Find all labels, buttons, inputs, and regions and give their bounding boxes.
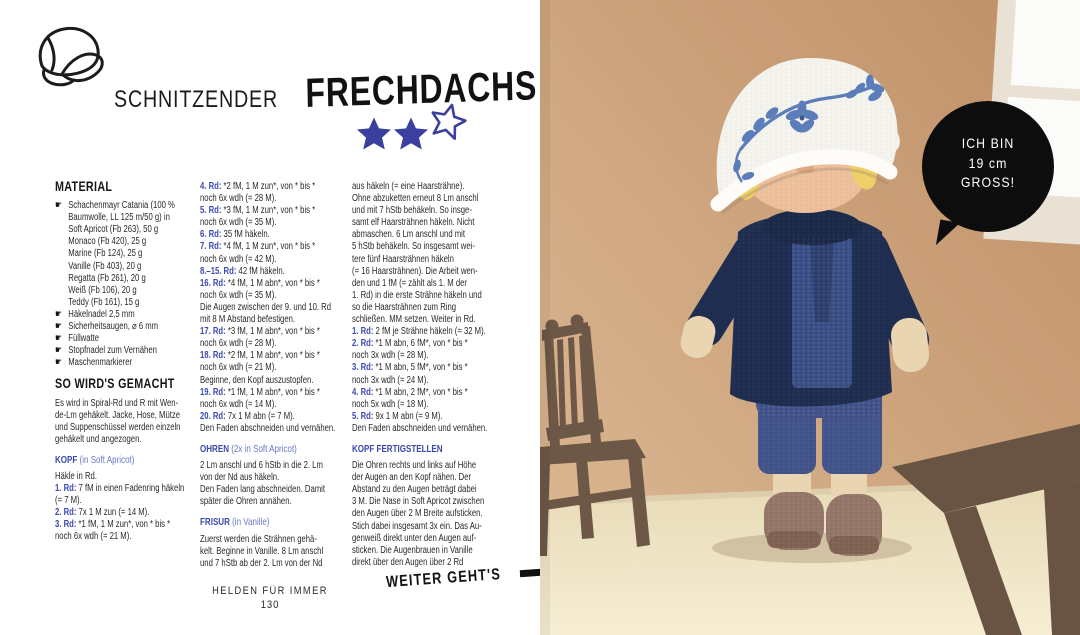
instruction-line: den und 1 fM (= zählt als 1. M der xyxy=(352,277,467,289)
instruction-line: sticken. Die Augenbrauen in Vanille xyxy=(352,544,473,556)
hand-bullet-icon: ☛ xyxy=(55,321,62,333)
instruction-line: 1. Rd: 7 fM in einen Fadenring häkeln xyxy=(55,483,185,495)
instruction-line: 2. Rd: 7x 1 M zun (= 14 M). xyxy=(55,507,150,519)
material-line: Teddy (Fb 161), 15 g xyxy=(68,296,140,308)
material-line: Füllwatte xyxy=(68,333,100,345)
instruction-line: noch 6x wdh (= 21 M). xyxy=(200,362,277,374)
material-line: Monaco (Fb 420), 25 g xyxy=(68,236,147,248)
material-item xyxy=(55,321,205,333)
instruction-line: noch 6x wdh (= 21 M). xyxy=(55,531,132,543)
instruction-line: 7. Rd: *4 fM, 1 M zun*, von * bis * xyxy=(200,241,316,253)
star-filled-icon xyxy=(393,116,429,152)
material-item-text xyxy=(68,309,134,321)
material-item xyxy=(55,200,205,309)
round-label: 5. Rd: xyxy=(352,410,376,422)
instruction-block xyxy=(200,181,350,435)
instruction-line: 3. Rd: *1 fM, 1 M zun*, von * bis * xyxy=(55,519,171,531)
material-item xyxy=(55,309,205,321)
subsection-heading xyxy=(55,455,205,467)
instruction-line: tere fünf Haarsträhnen häkeln xyxy=(352,253,454,265)
instruction-line: Die Ohren rechts und links auf Höhe xyxy=(352,460,477,472)
subsection-note: (in Vanille) xyxy=(229,517,270,529)
subsection-note: (2x in Soft Apricot) xyxy=(229,443,297,455)
round-label: 7. Rd: xyxy=(200,241,224,253)
instruction-line: noch 6x wdh (= 42 M). xyxy=(200,253,277,265)
subsection-note: (in Soft Apricot) xyxy=(77,454,135,466)
round-label: 1. Rd: xyxy=(55,483,79,495)
subsection-label: KOPF FERTIGSTELLEN xyxy=(352,443,443,455)
instruction-line: 4. Rd: *1 M abn, 2 fM*, von * bis * xyxy=(352,386,468,398)
instruction-block xyxy=(352,460,502,569)
material-item xyxy=(55,357,205,369)
subsection-label: OHREN xyxy=(200,443,230,455)
instruction-line: kelt. Beginne in Vanille. 8 Lm anschl xyxy=(200,545,324,557)
instruction-line: 5. Rd: 9x 1 M abn (= 9 M). xyxy=(352,410,443,422)
instruction-line: 8.–15. Rd: 42 fM häkeln. xyxy=(200,265,285,277)
instruction-line: den Augen über 2 M Breite aufsticken. xyxy=(352,508,483,520)
section-heading: SO WIRD'S GEMACHT xyxy=(55,376,175,392)
instruction-line: so die Haarsträhnen zum Ring xyxy=(352,301,457,313)
instruction-line: 2 Lm anschl und 6 hStb in die 2. Lm xyxy=(200,460,323,472)
instruction-line: 17. Rd: *3 fM, 1 M abn*, von * bis * xyxy=(200,326,320,338)
instruction-line: 5 hStb behäkeln. So insgesamt wei- xyxy=(352,241,475,253)
hand-bullet-icon: ☛ xyxy=(55,345,62,357)
instruction-line: von der Nd aus häkeln. xyxy=(200,472,280,484)
hand-bullet-icon: ☛ xyxy=(55,200,62,212)
instruction-line: Den Faden abschneiden und vernähen. xyxy=(352,422,488,434)
star-filled-icon xyxy=(356,116,392,152)
material-line: Soft Apricot (Fb 263), 50 g xyxy=(68,224,159,236)
round-label: 18. Rd: xyxy=(200,350,228,362)
instruction-line: der Augen an den Kopf nähen. Der xyxy=(352,472,472,484)
page-number: 130 xyxy=(260,599,280,611)
instruction-line: noch 6x wdh (= 35 M). xyxy=(200,289,277,301)
material-line: Weiß (Fb 106), 20 g xyxy=(68,284,137,296)
instruction-line: noch 3x wdh (= 24 M). xyxy=(352,374,429,386)
instruction-line: Den Faden abschneiden und vernähen. xyxy=(200,422,336,434)
instruction-line: 4. Rd: *2 fM, 1 M zun*, von * bis * xyxy=(200,181,316,192)
speech-bubble-line: 19 cm xyxy=(968,154,1008,171)
speech-bubble xyxy=(922,101,1054,232)
instruction-block xyxy=(200,460,350,508)
material-item-text xyxy=(68,200,175,309)
instruction-line: 2. Rd: *1 M abn, 6 fM*, von * bis * xyxy=(352,338,468,350)
instruction-line: noch 6x wdh (= 14 M). xyxy=(200,398,277,410)
material-item xyxy=(55,345,205,357)
instruction-line: und mit 7 hStb behäkeln. So insge- xyxy=(352,205,472,217)
instruction-line: 1. Rd) in die erste Strähne häkeln und xyxy=(352,289,482,301)
instruction-line: gehäkelt und angezogen. xyxy=(55,433,142,445)
material-item-text xyxy=(68,357,132,369)
instruction-line: 3. Rd: *1 M abn, 5 fM*, von * bis * xyxy=(352,362,468,374)
instruction-line: de-Lm gehäkelt. Jacke, Hose, Mütze xyxy=(55,409,181,421)
instruction-line: noch 6x wdh (= 35 M). xyxy=(200,217,277,229)
photo-page xyxy=(540,0,1080,635)
instruction-line: Zuerst werden die Strähnen gehä- xyxy=(200,533,317,545)
round-label: 4. Rd: xyxy=(200,181,224,192)
instruction-block xyxy=(55,471,205,544)
instruction-line: Stich dabei insgesamt 3x ein. Das Au- xyxy=(352,520,482,532)
instruction-line: 1. Rd: 2 fM je Strähne häkeln (= 32 M). xyxy=(352,326,486,338)
material-line: Maschenmarkierer xyxy=(68,357,133,369)
instruction-line: 3 M. Die Nase in Soft Apricot zwischen xyxy=(352,496,485,508)
subsection-label: FRISUR xyxy=(200,517,230,529)
round-label: 1. Rd: xyxy=(352,326,376,338)
instruction-line: 18. Rd: *2 fM, 1 M abn*, von * bis * xyxy=(200,350,320,362)
hand-bullet-icon: ☛ xyxy=(55,357,62,369)
round-label: 5. Rd: xyxy=(200,205,224,217)
instruction-line: Den Faden lang abschneiden. Damit xyxy=(200,484,326,496)
instruction-block xyxy=(352,181,502,435)
instruction-line: 16. Rd: *4 fM, 1 M abn*, von * bis * xyxy=(200,277,320,289)
instructions-column-1 xyxy=(55,181,205,544)
material-item-text xyxy=(68,345,157,357)
hand-bullet-icon: ☛ xyxy=(55,308,62,320)
round-label: 19. Rd: xyxy=(200,386,228,398)
material-line: Stopfnadel zum Vernähen xyxy=(68,345,157,357)
instruction-line: noch 3x wdh (= 28 M). xyxy=(352,350,429,362)
material-line: Vanille (Fb 403), 20 g xyxy=(68,260,142,272)
round-label: 2. Rd: xyxy=(55,507,79,519)
instruction-line: 6. Rd: 35 fM häkeln. xyxy=(200,229,270,241)
instruction-line: Die Augen zwischen der 9. und 10. Rd xyxy=(200,301,332,313)
material-item-text xyxy=(68,333,99,345)
round-label: 4. Rd: xyxy=(352,386,376,398)
round-label: 16. Rd: xyxy=(200,277,228,289)
instruction-line: später die Ohren annähen. xyxy=(200,496,292,508)
material-line: Schachenmayr Catania (100 % xyxy=(68,200,175,212)
instruction-line: Beginne, den Kopf auszustopfen. xyxy=(200,374,314,386)
subsection-heading xyxy=(200,444,350,456)
photo-illustration xyxy=(540,0,1080,635)
instruction-block xyxy=(55,398,205,446)
speech-bubble-line: ICH BIN xyxy=(961,135,1015,151)
page-title xyxy=(114,62,603,117)
material-item-text xyxy=(68,321,158,333)
instruction-line: mit 8 M Abstand befestigen. xyxy=(200,314,296,326)
star-outline-icon xyxy=(426,99,470,143)
instruction-line: aus häkeln (= eine Haarsträhne). xyxy=(352,181,465,192)
instruction-line: und Suppenschüssel werden einzeln xyxy=(55,421,181,433)
instruction-line: und 7 hStb ab der 2. Lm von der Nd xyxy=(200,557,323,569)
material-item xyxy=(55,333,205,345)
book-footer xyxy=(150,585,390,611)
material-line: Baumwolle, LL 125 m/50 g) in xyxy=(68,212,170,224)
instruction-line: (= 7 M). xyxy=(55,495,82,507)
subsection-heading xyxy=(352,444,502,456)
round-label: 3. Rd: xyxy=(55,519,79,531)
instruction-line: 5. Rd: *3 fM, 1 M zun*, von * bis * xyxy=(200,205,316,217)
subsection-label: KOPF xyxy=(55,454,78,466)
instruction-line: Es wird in Spiral-Rd und R mit Wen- xyxy=(55,397,179,409)
instructions-column-3 xyxy=(352,181,502,569)
round-label: 20. Rd: xyxy=(200,410,228,422)
round-label: 2. Rd: xyxy=(352,338,376,350)
hand-bullet-icon: ☛ xyxy=(55,333,62,345)
instruction-line: schließen. MM setzen. Weiter in Rd. xyxy=(352,314,476,326)
instruction-line: Ohne abzuketten erneut 8 Lm anschl xyxy=(352,193,479,205)
pattern-title: FRECHDACHS xyxy=(305,62,539,117)
round-label: 8.–15. Rd: xyxy=(200,265,239,277)
instruction-line: Abstand zu den Augen beträgt dabei xyxy=(352,484,477,496)
instruction-line: noch 6x wdh (= 28 M). xyxy=(200,338,277,350)
speech-bubble-line: GROSS! xyxy=(960,174,1016,190)
instruction-line: samt elf Haarsträhnen häkeln. Nicht xyxy=(352,217,475,229)
instruction-line: direkt über den Augen über 2 Rd xyxy=(352,556,464,568)
material-list xyxy=(55,200,205,369)
material-line: Marine (Fb 124), 25 g xyxy=(68,248,143,260)
instruction-block xyxy=(200,534,350,570)
instruction-line: abmaschen. 6 Lm anschl und mit xyxy=(352,229,466,241)
instruction-line: noch 6x wdh (= 28 M). xyxy=(200,193,277,205)
instruction-line: 20. Rd: 7x 1 M abn (= 7 M). xyxy=(200,410,295,422)
material-line: Häkelnadel 2,5 mm xyxy=(68,308,135,320)
instruction-line: noch 5x wdh (= 18 M). xyxy=(352,398,429,410)
section-heading: MATERIAL xyxy=(55,179,113,194)
continue-label: WEITER GEHT'S xyxy=(385,566,502,592)
series-title: HELDEN FÜR IMMER xyxy=(212,585,328,597)
round-label: 3. Rd: xyxy=(352,362,376,374)
material-line: Regatta (Fb 261), 20 g xyxy=(68,272,146,284)
round-label: 17. Rd: xyxy=(200,326,228,338)
material-line: Sicherheitsaugen, ⌀ 6 mm xyxy=(68,321,159,333)
instruction-line: genweiß direkt unter den Augen auf- xyxy=(352,532,477,544)
instruction-line: 19. Rd: *1 fM, 1 M abn*, von * bis * xyxy=(200,386,320,398)
subsection-heading xyxy=(200,517,350,529)
difficulty-stars xyxy=(356,116,467,152)
pattern-kicker: SCHNITZENDER xyxy=(114,86,279,113)
instruction-line: (= 16 Haarsträhnen). Die Arbeit wen- xyxy=(352,265,478,277)
instruction-line: Häkle in Rd. xyxy=(55,470,97,482)
cap-icon xyxy=(32,24,110,96)
round-label: 6. Rd: xyxy=(200,229,224,241)
instructions-column-2 xyxy=(200,181,350,570)
